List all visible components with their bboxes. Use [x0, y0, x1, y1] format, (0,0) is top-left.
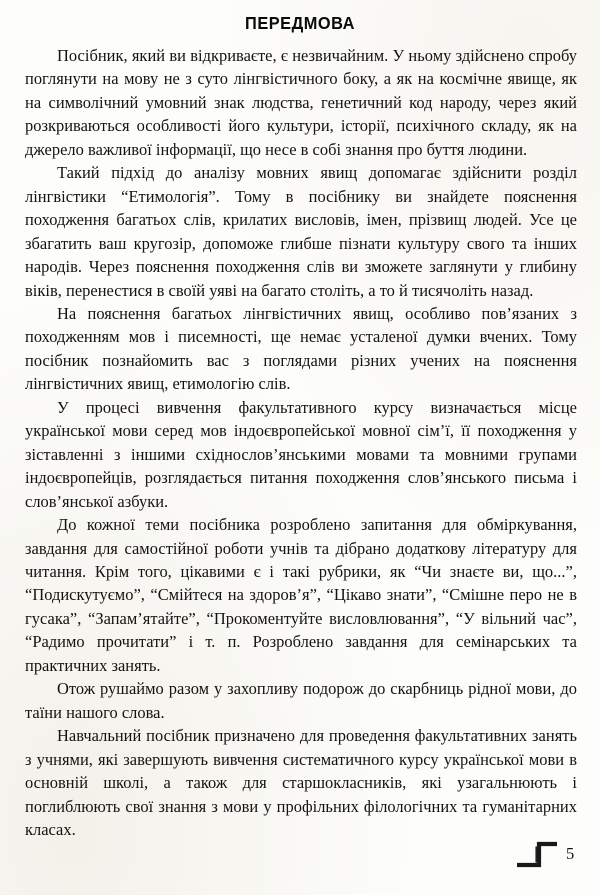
paragraph-7: Навчальний посібник призначено для проведення факультативних занять з учнями, які завершують вивчення систематичного курсу української мови в основній школі, а також для старшокласників, які узагальнюють і поглиблюють свої знання з мови у профільних філологічних та гуманітарних класах.	[25, 726, 577, 839]
page-title: ПЕРЕДМОВА	[245, 13, 355, 33]
paragraph-1: Посібник, який ви відкриваєте, є незвичайним. У ньому здійснено спробу поглянути на мову не з суто лінгвістичного боку, а як на космічне явище, як на символічний умовний знак людства, генетичний код народу, через який розкриваються особливості його культури, історії, психічного складу, як на джерело важливої інформації, що несе в собі знання про буття людини.	[25, 46, 577, 159]
paragraph-6: Отож рушаймо разом у захопливу подорож до скарбниць рідної мови, до таїни нашого слова.	[25, 679, 577, 722]
paragraph-5: До кожної теми посібника розроблено запитання для обміркування, завдання для самостійної роботи учнів та дібрано додаткову літературу для читання. Крім того, цікавими є і такі рубрики, як “Чи знаєте ви, що...”, “Подискутуємо”, “Смійтеся на здоров’я”, “Цікаво знати”, “Смішне перо не в гусака”, “Запам’ятайте”, “Прокоментуйте висловлювання”, “У вільний час”, “Радимо прочитати” і т. п. Розроблено завдання для семінарських та практичних занять.	[25, 515, 577, 675]
page-footer	[0, 836, 600, 882]
paragraph-2: Такий підхід до аналізу мовних явищ допомагає здійснити розділ лінгвістики “Етимологія”. Тому в посібнику ви знайдете пояснення походження багатьох слів, крилатих висловів, імен, прізвищ людей. Усе це збагатить ваш кругозір, допоможе глибше пізнати культуру свого та інших народів. Через пояснення походження слів ви зможете заглянути у глибину віків, перенестися в своїй уяві на багато століть, а то й тисячоліть назад.	[25, 163, 577, 300]
body-text	[25, 44, 577, 841]
page-number: 5	[566, 844, 575, 863]
step-meander-ornament-icon	[515, 838, 559, 872]
paragraph-3: На пояснення багатьох лінгвістичних явищ, особливо пов’язаних з походженням мов і писемності, ще немає усталеної думки вчених. Тому посібник познайомить вас з поглядами різних учених на пояснення лінгвістичних явищ, етимологію слів.	[25, 303, 577, 394]
paragraph-4: У процесі вивчення факультативного курсу визначається місце української мови серед мов індоєвропейської мовної сім’ї, її походження у зіставленні з іншими східнослов’янськими мовами та мовними групами індоєвропейців, розглядається питання походження слов’янського письма і слов’янської азбуки.	[25, 397, 577, 511]
